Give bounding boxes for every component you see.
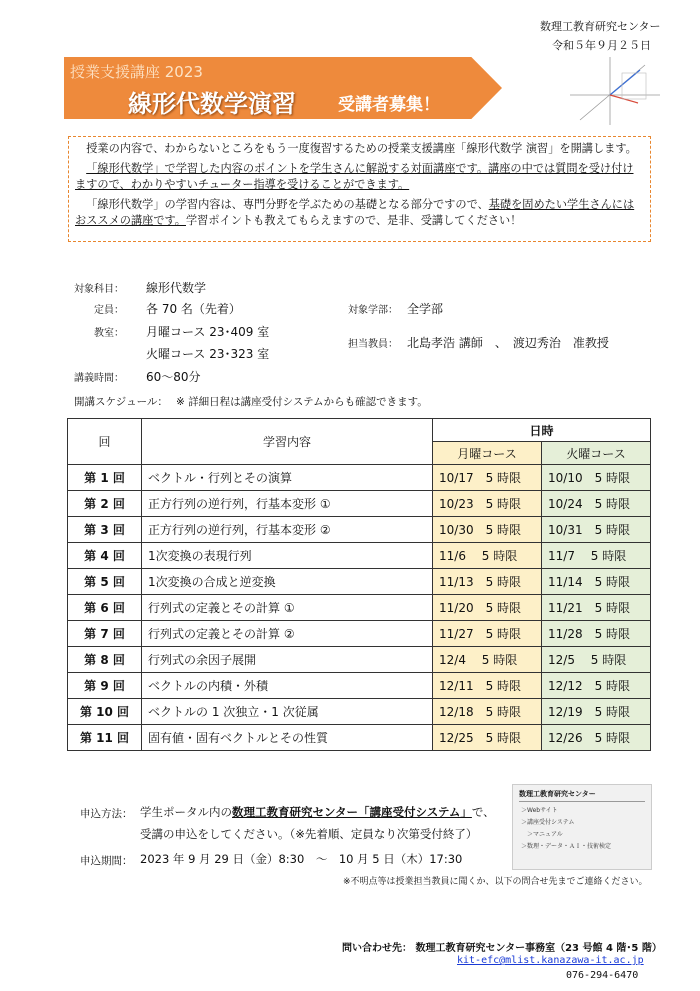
session-number: 第 2 回 bbox=[68, 491, 142, 517]
table-row bbox=[68, 517, 651, 543]
monday-slot: 11/13 5 時限 bbox=[433, 569, 542, 595]
tuesday-slot: 12/5 5 時限 bbox=[542, 647, 651, 673]
teacher-label: 担当教員： bbox=[348, 339, 398, 350]
banner-title: 線形代数学演習 bbox=[128, 90, 296, 118]
portal-item: ＞講座受付システム bbox=[521, 819, 575, 826]
apply-method-line1 bbox=[140, 804, 495, 820]
session-content: 固有値・固有ベクトルとその性質 bbox=[142, 725, 433, 751]
monday-slot: 12/18 5 時限 bbox=[433, 699, 542, 725]
intro-paragraph-1: 授業の内容で、わからないところをもう一度復習するための授業支援講座「線形代数学 演習」を開講します。 bbox=[86, 142, 637, 155]
session-number: 第 4 回 bbox=[68, 543, 142, 569]
tuesday-slot: 10/31 5 時限 bbox=[542, 517, 651, 543]
table-row bbox=[68, 699, 651, 725]
session-number: 第 1 回 bbox=[68, 465, 142, 491]
time-label: 講義時間： bbox=[74, 373, 124, 384]
monday-slot: 10/23 5 時限 bbox=[433, 491, 542, 517]
table-row bbox=[68, 647, 651, 673]
tuesday-slot: 12/12 5 時限 bbox=[542, 673, 651, 699]
contact-email[interactable]: kit-efc@mlist.kanazawa-it.ac.jp bbox=[457, 955, 644, 966]
monday-slot: 12/25 5 時限 bbox=[433, 725, 542, 751]
header-content: 学習内容 bbox=[142, 419, 433, 465]
table-row bbox=[68, 569, 651, 595]
apply-period-label: 申込期間： bbox=[80, 855, 133, 867]
session-number: 第 8 回 bbox=[68, 647, 142, 673]
session-number: 第 7 回 bbox=[68, 621, 142, 647]
tuesday-slot: 12/26 5 時限 bbox=[542, 725, 651, 751]
session-content: ベクトルの 1 次独立・1 次従属 bbox=[142, 699, 433, 725]
session-content: 正方行列の逆行列，行基本変形 ① bbox=[142, 491, 433, 517]
schedule-table bbox=[67, 418, 651, 751]
session-content: 1次変換の合成と逆変換 bbox=[142, 569, 433, 595]
session-number: 第 10 回 bbox=[68, 699, 142, 725]
intro-p3-b: 基礎を固めたい学生さんにはおススメの講座です。 bbox=[75, 198, 635, 227]
vector-illustration bbox=[560, 55, 670, 127]
session-content: 行列式の定義とその計算 ② bbox=[142, 621, 433, 647]
portal-item: ＞Webサイト bbox=[521, 807, 558, 814]
apply-method-line2: 受講の申込をしてください。（※先着順、定員なり次第受付終了） bbox=[140, 827, 478, 841]
apply-method-a: 学生ポータル内の bbox=[140, 805, 232, 819]
intro-p3-c: 学習ポイントも教えてもらえますので、是非、受講してください！ bbox=[185, 214, 522, 227]
monday-slot: 11/20 5 時限 bbox=[433, 595, 542, 621]
header-number: 回 bbox=[68, 419, 142, 465]
session-number: 第 3 回 bbox=[68, 517, 142, 543]
header-tuesday: 火曜コース bbox=[542, 442, 651, 465]
apply-period: 2023 年 9 月 29 日（金）8:30 ～ 10 月 5 日（木）17:30 bbox=[140, 852, 463, 866]
portal-title: 数理工教育研究センター bbox=[519, 789, 645, 802]
tuesday-slot: 12/19 5 時限 bbox=[542, 699, 651, 725]
session-content: 正方行列の逆行列，行基本変形 ② bbox=[142, 517, 433, 543]
contact-label: 問い合わせ先： bbox=[342, 943, 412, 954]
tuesday-slot: 11/14 5 時限 bbox=[542, 569, 651, 595]
capacity-label: 定員： bbox=[94, 305, 124, 316]
intro-paragraph-3 bbox=[75, 197, 644, 229]
schedule-label: 開講スケジュール： bbox=[74, 396, 168, 408]
apply-system-link[interactable]: 数理工教育研究センター「講座受付システム」 bbox=[232, 805, 472, 819]
capacity-value: 各 70 名（先着） bbox=[146, 302, 241, 316]
dept-label: 対象学部： bbox=[348, 305, 398, 316]
session-number: 第 9 回 bbox=[68, 673, 142, 699]
tuesday-slot: 11/21 5 時限 bbox=[542, 595, 651, 621]
intro-p3-a: 「線形代数学」の学習内容は、専門分野を学ぶための基礎となる部分ですので、 bbox=[86, 198, 489, 211]
room-tue: 火曜コース 23･323 室 bbox=[146, 347, 270, 361]
banner-tagline: 受講者募集！ bbox=[338, 95, 440, 115]
dept-value: 全学部 bbox=[407, 302, 444, 316]
teacher-value: 北島孝浩 講師 、 渡辺秀治 准教授 bbox=[407, 336, 609, 350]
session-number: 第 5 回 bbox=[68, 569, 142, 595]
session-number: 第 6 回 bbox=[68, 595, 142, 621]
intro-box bbox=[68, 136, 651, 242]
session-number: 第 11 回 bbox=[68, 725, 142, 751]
room-label: 教室： bbox=[94, 328, 124, 339]
monday-slot: 11/27 5 時限 bbox=[433, 621, 542, 647]
apply-method-label: 申込方法： bbox=[80, 808, 133, 820]
contact-line bbox=[342, 939, 662, 954]
monday-slot: 10/30 5 時限 bbox=[433, 517, 542, 543]
portal-item: ＞数理・データ・ＡＩ・技術検定 bbox=[521, 843, 612, 850]
apply-method-c: で、 bbox=[471, 805, 495, 819]
tuesday-slot: 11/7 5 時限 bbox=[542, 543, 651, 569]
issue-date: 令和５年９月２５日 bbox=[552, 39, 651, 52]
room-mon: 月曜コース 23･409 室 bbox=[146, 325, 270, 339]
subject-label: 対象科目： bbox=[74, 284, 124, 295]
table-row bbox=[68, 621, 651, 647]
tuesday-slot: 11/28 5 時限 bbox=[542, 621, 651, 647]
portal-item: ＞マニュアル bbox=[521, 831, 563, 838]
portal-screenshot bbox=[512, 784, 652, 870]
monday-slot: 12/4 5 時限 bbox=[433, 647, 542, 673]
banner-subtitle: 授業支援講座 2023 bbox=[70, 63, 203, 81]
session-content: 行列式の定義とその計算 ① bbox=[142, 595, 433, 621]
intro-paragraph-2: 「線形代数学」で学習した内容のポイントを学生さんに解説する対面講座です。講座の中では質問を受け付けますので、わかりやすいチューター指導を受けることができます。 bbox=[75, 162, 634, 191]
org-name: 数理工教育研究センター bbox=[540, 20, 661, 33]
session-content: 1次変換の表現行列 bbox=[142, 543, 433, 569]
table-row bbox=[68, 725, 651, 751]
table-row bbox=[68, 595, 651, 621]
contact-office: 数理工教育研究センター事務室（23 号館 4 階･5 階） bbox=[415, 943, 662, 954]
contact-phone: 076-294-6470 bbox=[566, 970, 639, 981]
table-row bbox=[68, 465, 651, 491]
table-row bbox=[68, 673, 651, 699]
monday-slot: 11/6 5 時限 bbox=[433, 543, 542, 569]
monday-slot: 12/11 5 時限 bbox=[433, 673, 542, 699]
subject-value: 線形代数学 bbox=[146, 281, 207, 295]
session-content: 行列式の余因子展開 bbox=[142, 647, 433, 673]
tuesday-slot: 10/24 5 時限 bbox=[542, 491, 651, 517]
contact-note: ※不明点等は授業担当教員に聞くか、以下の問合せ先までご連絡ください。 bbox=[343, 877, 648, 887]
table-row bbox=[68, 491, 651, 517]
table-row bbox=[68, 543, 651, 569]
monday-slot: 10/17 5 時限 bbox=[433, 465, 542, 491]
time-value: 60～80分 bbox=[146, 370, 201, 384]
header-monday: 月曜コース bbox=[433, 442, 542, 465]
session-content: ベクトル・行列とその演算 bbox=[142, 465, 433, 491]
header-date: 日時 bbox=[433, 419, 651, 442]
session-content: ベクトルの内積・外積 bbox=[142, 673, 433, 699]
tuesday-slot: 10/10 5 時限 bbox=[542, 465, 651, 491]
schedule-note: ※ 詳細日程は講座受付システムからも確認できます。 bbox=[176, 396, 428, 408]
